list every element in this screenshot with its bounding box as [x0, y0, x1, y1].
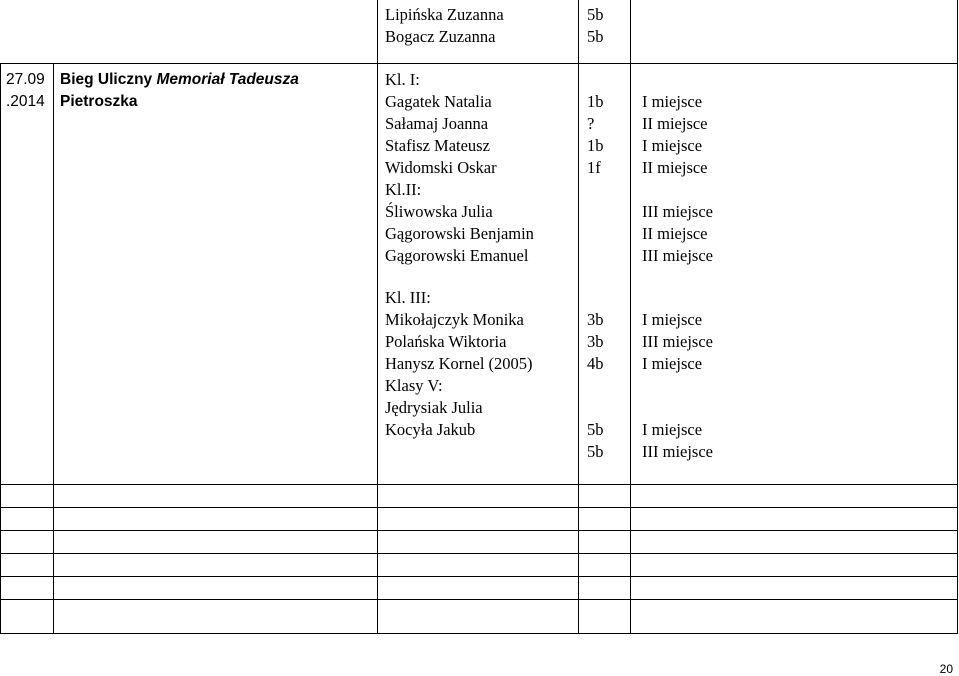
student-class: 1f	[587, 158, 601, 177]
column-divider-class	[630, 0, 631, 634]
category-label: Kl. I:	[385, 70, 420, 89]
student-name: Lipińska Zuzanna	[385, 5, 504, 24]
event-date: .2014	[6, 93, 45, 110]
student-name: Hanysz Kornel (2005)	[385, 354, 533, 373]
event-title-line2: Pietroszka	[60, 93, 138, 110]
result-place: II miejsce	[642, 224, 708, 243]
row-divider	[0, 484, 958, 485]
result-place: I miejsce	[642, 310, 703, 329]
table-border-right	[957, 0, 958, 634]
student-name: Mikołajczyk Monika	[385, 310, 524, 329]
student-class: 4b	[587, 354, 604, 373]
student-name: Sałamaj Joanna	[385, 114, 489, 133]
student-class: ?	[587, 114, 595, 133]
result-place: III miejsce	[642, 332, 714, 351]
student-name: Polańska Wiktoria	[385, 332, 507, 351]
category-label: Klasy V:	[385, 376, 443, 395]
student-class: 5b	[587, 27, 604, 46]
row-divider	[0, 530, 958, 531]
result-place: III miejsce	[642, 246, 714, 265]
student-name: Śliwowska Julia	[385, 202, 493, 221]
row-divider-top	[0, 63, 958, 64]
result-place: I miejsce	[642, 420, 703, 439]
student-name: Widomski Oskar	[385, 158, 497, 177]
result-place: III miejsce	[642, 202, 714, 221]
column-divider-event	[377, 0, 378, 634]
result-place: II miejsce	[642, 114, 708, 133]
row-divider	[0, 553, 958, 554]
student-name: Gągorowski Benjamin	[385, 224, 534, 243]
row-divider	[0, 576, 958, 577]
category-label: Kl.II:	[385, 180, 422, 199]
result-place: I miejsce	[642, 354, 703, 373]
category-label: Kl. III:	[385, 288, 431, 307]
table-border-left	[0, 63, 1, 634]
result-place: III miejsce	[642, 442, 714, 461]
student-class: 3b	[587, 332, 604, 351]
student-class: 1b	[587, 92, 604, 111]
column-divider-date	[53, 63, 54, 634]
student-class: 1b	[587, 136, 604, 155]
result-place: I miejsce	[642, 92, 703, 111]
student-class: 3b	[587, 310, 604, 329]
row-divider-bottom	[0, 633, 958, 634]
event-title: Bieg Uliczny Memoriał Tadeusza	[60, 71, 299, 88]
student-class: 5b	[587, 420, 604, 439]
page-number: 20	[939, 662, 953, 676]
result-place: I miejsce	[642, 136, 703, 155]
result-place: II miejsce	[642, 158, 708, 177]
student-name: Kocyła Jakub	[385, 420, 476, 439]
student-class: 5b	[587, 5, 604, 24]
student-name: Bogacz Zuzanna	[385, 27, 496, 46]
row-divider	[0, 507, 958, 508]
student-name: Gagatek Natalia	[385, 92, 492, 111]
student-name: Gągorowski Emanuel	[385, 246, 529, 265]
student-class: 5b	[587, 442, 604, 461]
event-date: 27.09	[6, 71, 45, 88]
row-divider	[0, 599, 958, 600]
student-name: Jędrysiak Julia	[385, 398, 483, 417]
student-name: Stafisz Mateusz	[385, 136, 490, 155]
column-divider-names	[578, 0, 579, 634]
